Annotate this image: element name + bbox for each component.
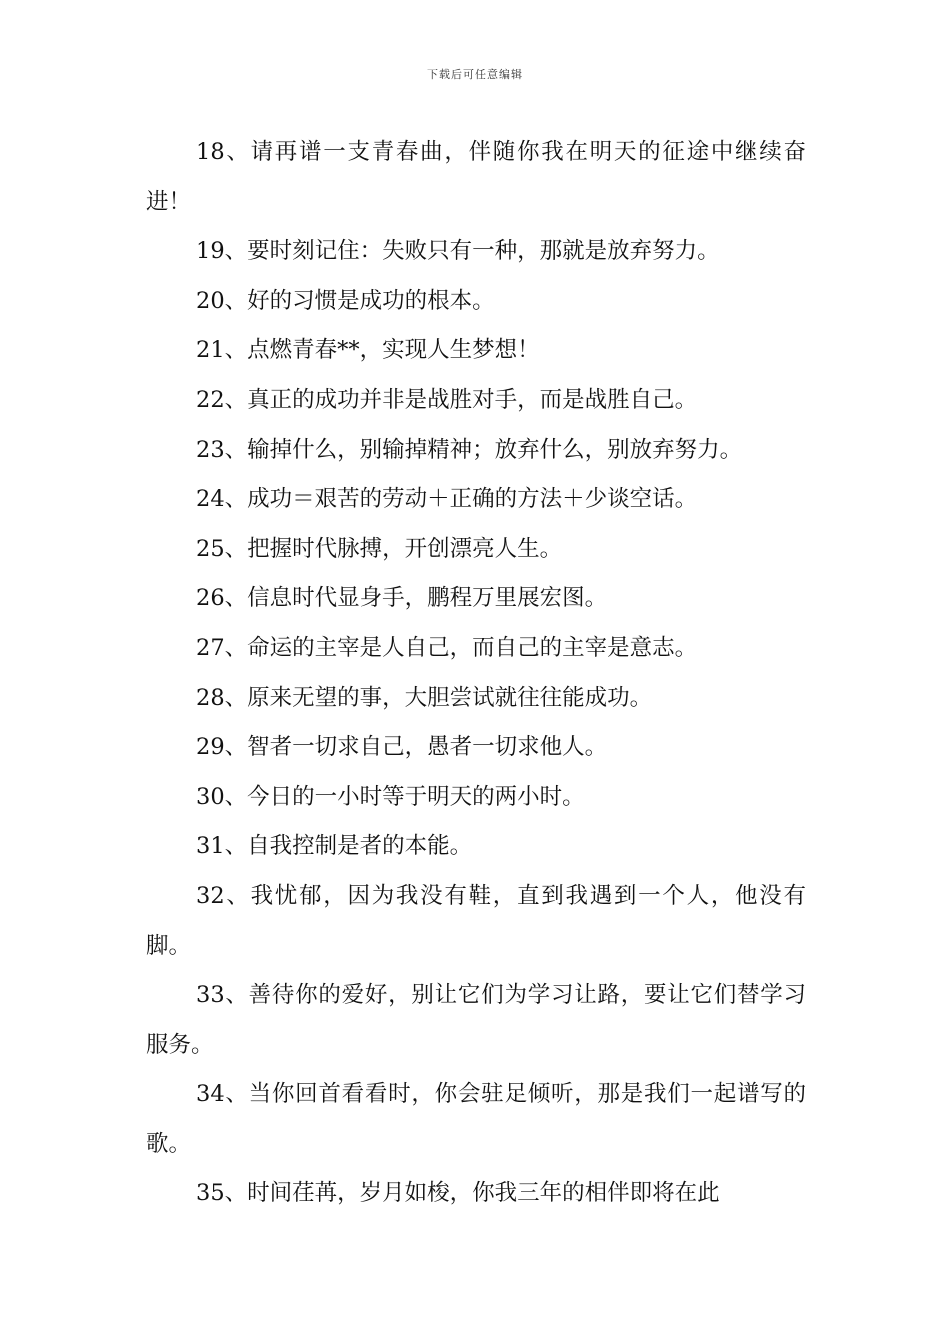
page-header-note: 下载后可任意编辑: [427, 68, 523, 81]
paragraph-22: 22、真正的成功并非是战胜对手，而是战胜自己。: [196, 386, 698, 413]
paragraph-19: 19、要时刻记住：失败只有一种，那就是放弃努力。: [196, 238, 720, 265]
paragraph-21: 21、点燃青春**，实现人生梦想！: [196, 337, 540, 364]
paragraph-24: 24、成功＝艰苦的劳动＋正确的方法＋少谈空话。: [196, 486, 698, 513]
paragraph-35: 35、时间荏苒，岁月如梭，你我三年的相伴即将在此: [196, 1180, 720, 1207]
paragraph-23: 23、输掉什么，别输掉精神；放弃什么，别放弃努力。: [196, 436, 743, 463]
paragraph-30: 30、今日的一小时等于明天的两小时。: [196, 783, 585, 810]
paragraph-20: 20、好的习惯是成功的根本。: [196, 287, 495, 314]
paragraph-28: 28、原来无望的事，大胆尝试就往往能成功。: [196, 684, 653, 711]
paragraph-32: 32、我忧郁，因为我没有鞋，直到我遇到一个人，他没有脚。: [146, 882, 806, 959]
paragraph-34: 34、当你回首看看时，你会驻足倾听，那是我们一起谱写的歌。: [146, 1081, 806, 1157]
paragraph-18: 18、请再谱一支青春曲，伴随你我在明天的征途中继续奋进！: [146, 139, 806, 215]
paragraph-29: 29、智者一切求自己，愚者一切求他人。: [196, 734, 608, 761]
paragraph-31: 31、自我控制是者的本能。: [196, 833, 473, 860]
paragraph-26: 26、信息时代显身手，鹏程万里展宏图。: [196, 585, 608, 612]
paragraph-27: 27、命运的主宰是人自己，而自己的主宰是意志。: [196, 634, 698, 661]
paragraph-25: 25、把握时代脉搏，开创漂亮人生。: [196, 535, 563, 562]
document-body: [146, 128, 806, 1219]
paragraph-33: 33、善待你的爱好，别让它们为学习让路，要让它们替学习服务。: [146, 982, 806, 1058]
